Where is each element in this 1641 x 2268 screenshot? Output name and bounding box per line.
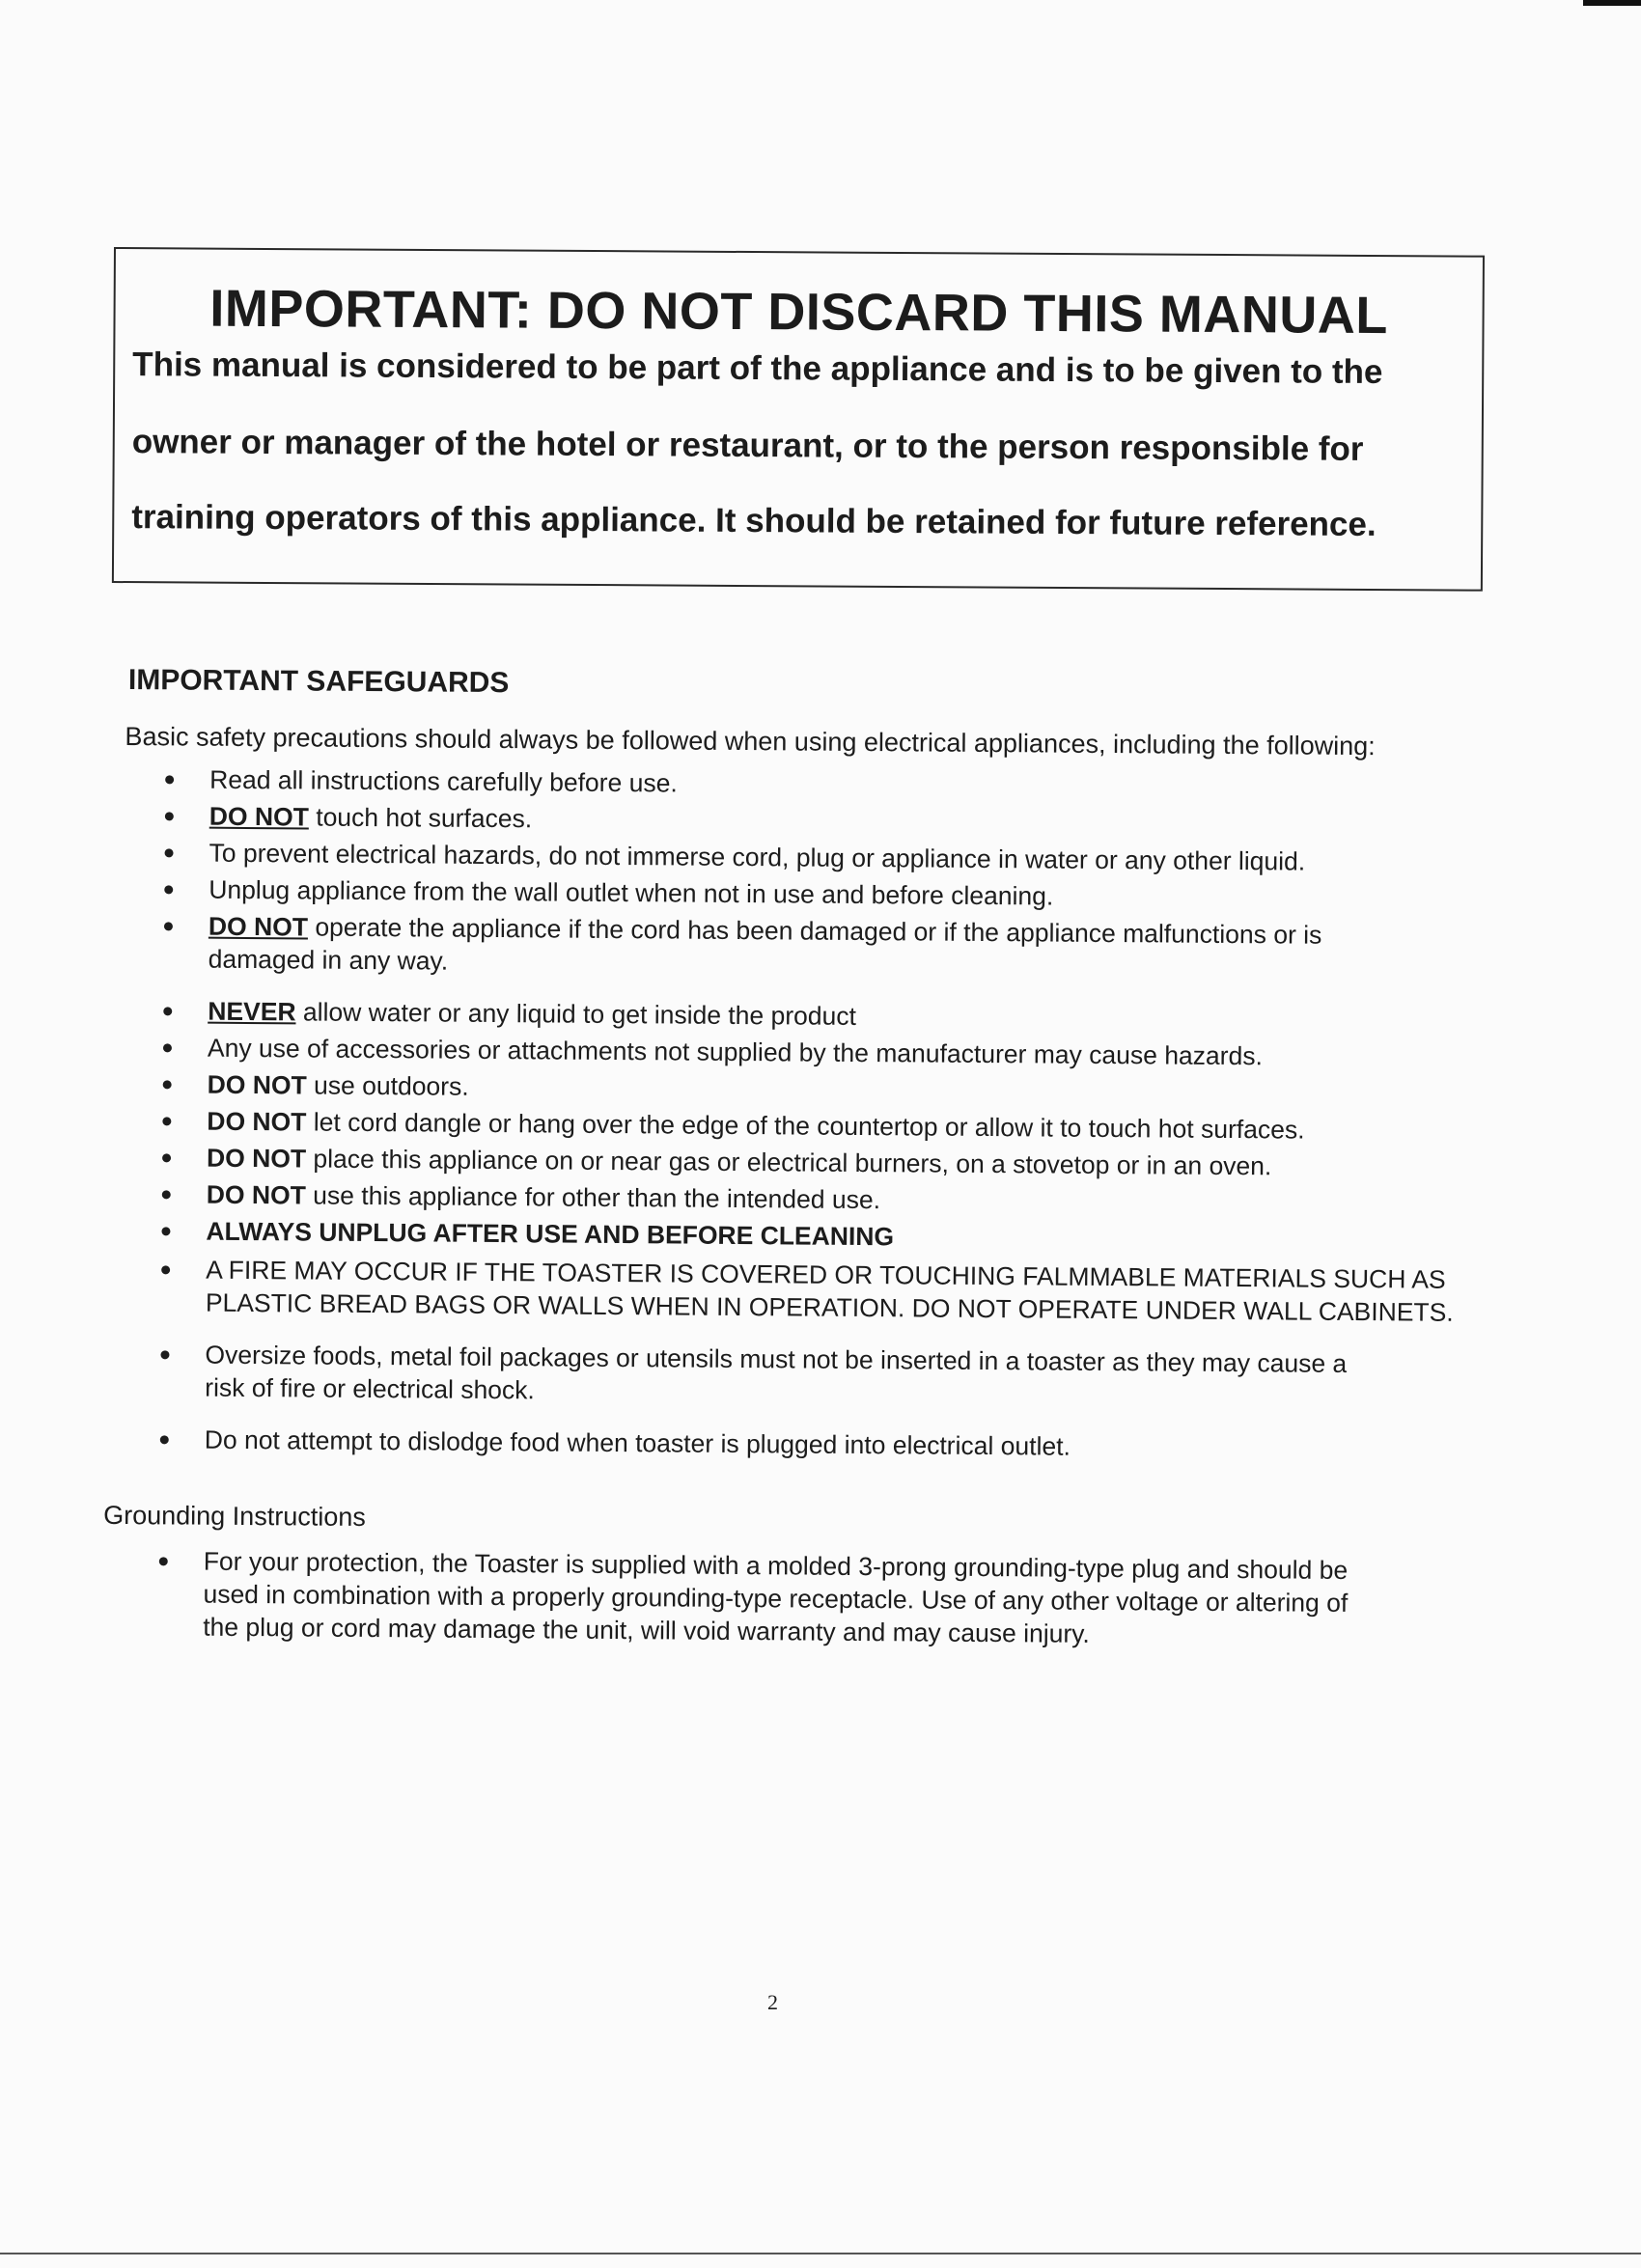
item-lead: DO NOT [209,801,310,832]
item-text: use this appliance for other than the intended use. [305,1180,881,1215]
bullet-icon [164,885,173,894]
item-text-continued: damaged in any way. [208,944,449,976]
item-lead: NEVER [208,996,296,1027]
item-text-continued: risk of fire or electrical shock. [205,1372,535,1405]
grounding-heading: Grounding Instructions [103,1500,366,1532]
safeguards-heading: IMPORTANT SAFEGUARDS [127,664,510,700]
item-text: A FIRE MAY OCCUR IF THE TOASTER IS COVERED OR TOUCHING FALMMABLE MATERIALS SUCH AS [206,1255,1446,1294]
notice-title: IMPORTANT: DO NOT DISCARD THIS MANUAL [209,279,1388,346]
bullet-icon [164,922,173,930]
item-text: To prevent electrical hazards, do not immerse cord, plug or appliance in water or any other liquid. [209,838,1306,876]
item-lead: DO NOT [208,911,309,942]
item-lead: DO NOT [206,1143,307,1174]
bullet-icon [159,1557,168,1565]
item-text: touch hot surfaces. [308,802,533,834]
item-lead: DO NOT [206,1179,306,1210]
page-number: 2 [767,1990,778,2014]
bullet-icon [165,848,174,857]
bullet-icon [160,1435,169,1444]
item-lead: DO NOT [207,1069,307,1100]
scan-edge-bottom [0,2253,1641,2254]
item-text: let cord dangle or hang over the edge of the countertop or allow it to touch hot surfaces. [306,1107,1305,1145]
item-text: Do not attempt to dislodge food when toaster is plugged into electrical outlet. [204,1424,1071,1461]
bullet-icon [163,1043,172,1052]
grounding-line-2: used in combination with a properly grounding-type receptacle. Use of any other voltage or altering of [203,1579,1349,1618]
item-text: use outdoors. [306,1070,469,1101]
item-text: Any use of accessories or attachments not supplied by the manufacturer may cause hazards. [207,1033,1264,1071]
safeguards-intro: Basic safety precautions should always be followed when using electrical appliances, including the following: [125,721,1376,761]
grounding-line-1: For your protection, the Toaster is supplied with a molded 3-prong grounding-type plug and should be [203,1546,1349,1585]
bullet-icon [162,1117,171,1125]
item-lead: DO NOT [207,1106,307,1137]
scan-edge-top [1583,0,1641,6]
item-text-continued: PLASTIC BREAD BAGS OR WALLS WHEN IN OPERATION. DO NOT OPERATE UNDER WALL CABINETS. [205,1287,1454,1327]
item-text: Read all instructions carefully before use. [209,764,678,798]
item-text: place this appliance on or near gas or electrical burners, on a stovetop or in an oven. [306,1144,1272,1181]
bullet-icon [165,812,174,820]
bullet-icon [161,1265,170,1274]
bullet-icon [162,1190,171,1199]
bullet-icon [160,1350,169,1359]
bullet-icon [161,1227,170,1235]
item-lead: ALWAYS UNPLUG AFTER USE AND BEFORE CLEANING [206,1216,895,1252]
notice-line-3: training operators of this appliance. It should be retained for future reference. [131,498,1377,543]
item-text: allow water or any liquid to get inside the product [295,997,857,1031]
bullet-icon [163,1007,172,1015]
item-text: operate the appliance if the cord has been damaged or if the appliance malfunctions or is [307,912,1322,950]
bullet-icon [165,775,174,784]
item-text: Unplug appliance from the wall outlet when not in use and before cleaning. [209,874,1054,911]
notice-line-1: This manual is considered to be part of the appliance and is to be given to the [132,346,1383,392]
bullet-icon [163,1080,172,1089]
notice-line-2: owner or manager of the hotel or restaurant, or to the person responsible for [131,423,1364,468]
item-text: Oversize foods, metal foil packages or utensils must not be inserted in a toaster as they may cause a [205,1340,1348,1378]
bullet-icon [162,1153,171,1162]
grounding-line-3: the plug or cord may damage the unit, will void warranty and may cause injury. [203,1612,1090,1648]
